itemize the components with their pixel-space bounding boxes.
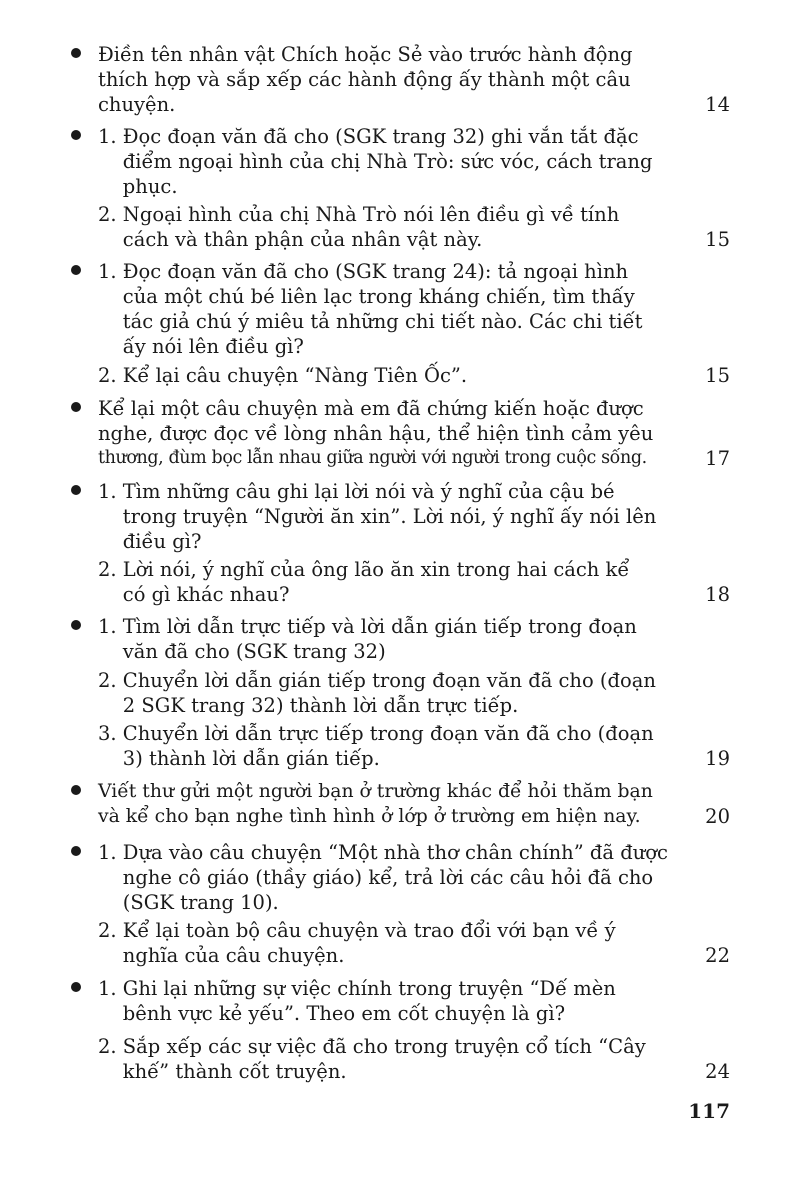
entry-text-line: 3. Chuyển lời dẫn trực tiếp trong đoạn văn đã cho (đoạn xyxy=(98,722,654,745)
page-reference: 18 xyxy=(705,583,730,606)
entry-text-line: 2. Chuyển lời dẫn gián tiếp trong đoạn văn đã cho (đoạn xyxy=(98,669,656,692)
entry-text-line: ấy nói lên điều gì? xyxy=(98,335,304,358)
bullet-icon xyxy=(71,265,81,275)
entry-text-line: 2. Ngoại hình của chị Nhà Trò nói lên điều gì về tính xyxy=(98,203,620,226)
page-reference: 15 xyxy=(705,228,730,251)
page-reference: 17 xyxy=(705,447,730,470)
bullet-icon xyxy=(71,982,81,992)
bullet-icon xyxy=(71,485,81,495)
page-reference: 22 xyxy=(705,944,730,967)
page-reference: 14 xyxy=(705,93,730,116)
entry-text-line: có gì khác nhau? xyxy=(98,583,290,606)
bullet-icon xyxy=(71,620,81,630)
entry-text-line: văn đã cho (SGK trang 32) xyxy=(98,640,386,663)
entry-text-line: bênh vực kẻ yếu”. Theo em cốt chuyện là gì? xyxy=(98,1002,566,1025)
bullet-icon xyxy=(71,785,81,795)
bullet-icon xyxy=(71,130,81,140)
entry-text-line: 1. Dựa vào câu chuyện “Một nhà thơ chân chính” đã được xyxy=(98,841,668,864)
entry-text-line: 1. Ghi lại những sự việc chính trong truyện “Dế mèn xyxy=(98,977,616,1000)
page-reference: 24 xyxy=(705,1060,730,1083)
entry-text-line: của một chú bé liên lạc trong kháng chiến, tìm thấy xyxy=(98,285,635,308)
entry-text-line: 2 SGK trang 32) thành lời dẫn trực tiếp. xyxy=(98,694,519,717)
entry-text-line: 1. Đọc đoạn văn đã cho (SGK trang 32) ghi vắn tắt đặc xyxy=(98,125,639,148)
entry-text-line: Viết thư gửi một người bạn ở trường khác để hỏi thăm bạn xyxy=(98,781,653,802)
page-reference: 20 xyxy=(705,805,730,828)
entry-text-line: Kể lại một câu chuyện mà em đã chứng kiến hoặc được xyxy=(98,397,644,420)
entry-text-line: trong truyện “Người ăn xin”. Lời nói, ý nghĩ ấy nói lên xyxy=(98,505,657,528)
entry-text-line: 1. Tìm lời dẫn trực tiếp và lời dẫn gián tiếp trong đoạn xyxy=(98,615,637,638)
entry-text-line: và kể cho bạn nghe tình hình ở lớp ở trường em hiện nay. xyxy=(98,806,641,827)
entry-text-line: 3) thành lời dẫn gián tiếp. xyxy=(98,747,380,770)
entry-text-line: phục. xyxy=(98,175,178,198)
entry-text-line: 2. Sắp xếp các sự việc đã cho trong truyện cổ tích “Cây xyxy=(98,1035,646,1058)
bullet-icon xyxy=(71,846,81,856)
entry-text-line: điểm ngoại hình của chị Nhà Trò: sức vóc, cách trang xyxy=(98,150,653,173)
entry-text-line: thích hợp và sắp xếp các hành động ấy thành một câu xyxy=(98,68,631,91)
entry-text-line: điều gì? xyxy=(98,530,202,553)
entry-text-line: tác giả chú ý miêu tả những chi tiết nào. Các chi tiết xyxy=(98,310,643,333)
entry-text-line: 2. Kể lại câu chuyện “Nàng Tiên Ốc”. xyxy=(98,364,468,387)
entry-text-line: 1. Đọc đoạn văn đã cho (SGK trang 24): tả ngoại hình xyxy=(98,260,629,283)
entry-text-line: (SGK trang 10). xyxy=(98,891,279,914)
entry-text-line: chuyện. xyxy=(98,93,176,116)
entry-text-line: cách và thân phận của nhân vật này. xyxy=(98,228,483,251)
entry-text-line: Điền tên nhân vật Chích hoặc Sẻ vào trước hành động xyxy=(98,43,633,66)
entry-text-line: nghĩa của câu chuyện. xyxy=(98,944,345,967)
bullet-icon xyxy=(71,402,81,412)
page-reference: 15 xyxy=(705,364,730,387)
entry-text-line: 2. Lời nói, ý nghĩ của ông lão ăn xin trong hai cách kể xyxy=(98,558,630,581)
entry-text-line: 2. Kể lại toàn bộ câu chuyện và trao đổi với bạn về ý xyxy=(98,919,616,942)
entry-text-line: thương, đùm bọc lẫn nhau giữa người với người trong cuộc sống. xyxy=(98,448,647,468)
entry-text-line: khế” thành cốt truyện. xyxy=(98,1060,347,1083)
entry-text-line: nghe cô giáo (thầy giáo) kể, trả lời các câu hỏi đã cho xyxy=(98,866,654,889)
entry-text-line: 1. Tìm những câu ghi lại lời nói và ý nghĩ của cậu bé xyxy=(98,480,615,503)
page-reference: 19 xyxy=(705,747,730,770)
bullet-icon xyxy=(71,48,81,58)
entry-text-line: nghe, được đọc về lòng nhân hậu, thể hiện tình cảm yêu xyxy=(98,422,654,445)
page-number: 117 xyxy=(688,1099,730,1123)
